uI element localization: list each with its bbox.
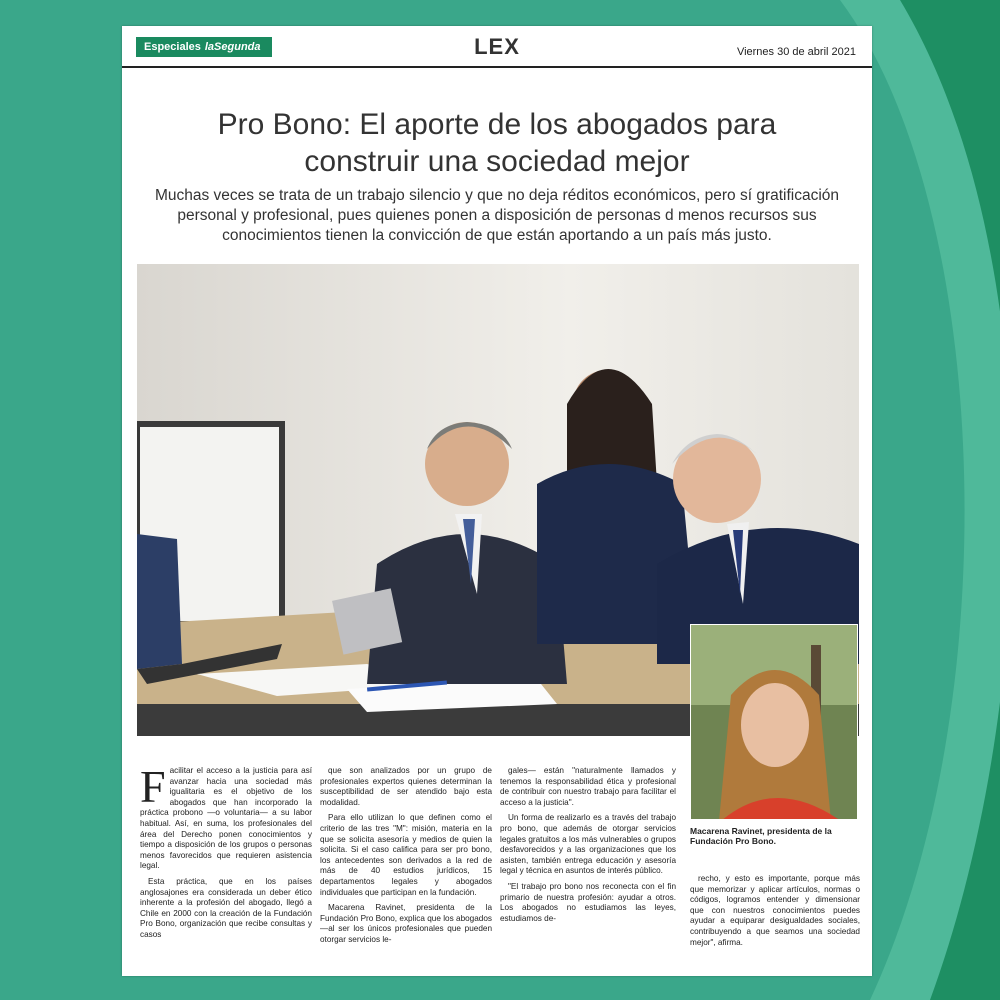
page-header	[122, 26, 872, 68]
headline-line2: construir una sociedad mejor	[304, 145, 690, 178]
headline-line1: Pro Bono: El aporte de los abogados para	[217, 108, 777, 141]
dropcap: F	[140, 766, 166, 812]
paragraph: Esta práctica, que en los países anglosajones era considerada un deber ético inherente a la profesión del abogado, llegó a Chile en 2000 con la creación de la Fundación Pro Bono, organización que recibe consultas y casos	[140, 876, 312, 939]
article-dek: Muchas veces se trata de un trabajo silencio y que no deja réditos económicos, pero sí gratificación personal y profesional, pues quienes ponen a disposición de personas d menos recursos sus conocimientos tienen la convicción de que están aportando a un país más justo.	[154, 187, 840, 244]
article-headline	[162, 106, 832, 180]
paragraph: Para ello utilizan lo que definen como el criterio de las tres "M": misión, materia en la que se solicita asesoría y medios de quien la solicita. Si el caso califica para ser pro bono, los antecedentes son derivados a la red de más de 40 estudios jurídicos, 15 departamentos legales y abogados individuales que participan en la fundación.	[320, 813, 492, 897]
paragraph: Macarena Ravinet, presidenta de la Fundación Pro Bono, explica que los abogados —al ser los únicos profesionales que pueden otorgar servicios le-	[320, 903, 492, 944]
section-tag-part1: Especiales	[144, 41, 201, 53]
paragraph-text: acilitar el acceso a la justicia para así avanzar hacia una sociedad más igualitaria es el objetivo de los abogados que han incorporado la práctica probono —o voluntaria— a su labor habitual. Así, en suma, los profesionales del área del Derecho ponen conocimientos y tiempo a disposición de los grupos o personas menos favorecidos que requieren asistencia legal.	[140, 766, 312, 871]
article-column-4	[690, 874, 860, 976]
article-column-1	[140, 766, 312, 976]
paragraph: Un forma de realizarlo es a través del trabajo pro bono, que además de otorgar servicios legales gratuitos a los más vulnerables o grupos desfavorecidos y a las organizaciones que los asisten, también entrega educación y asesoría legal y técnica en asuntos de interés público.	[500, 813, 676, 876]
article-column-3	[500, 766, 676, 976]
inset-portrait	[690, 624, 858, 820]
paragraph: recho, y esto es importante, porque más que memorizar y aplicar artículos, normas o códigos, logramos entender y dimensionar que con nuestros conocimientos puedes ayudar a equiparar desigualdades sociales, contribuyendo a que seamos una sociedad mejor", afirma.	[690, 874, 860, 947]
article-column-2	[320, 766, 492, 976]
portrait-illustration	[691, 625, 858, 820]
paragraph	[140, 766, 312, 872]
section-tag-part2: laSegunda	[204, 41, 261, 53]
inset-caption: Macarena Ravinet, presidenta de la Fundación Pro Bono.	[690, 826, 832, 846]
newspaper-page	[122, 26, 872, 976]
paragraph: "El trabajo pro bono nos reconecta con el fin primario de nuestra profesión: ayudar a otros. Los abogados no estudiamos las leyes, estudiamos de-	[500, 881, 676, 923]
paragraph: que son analizados por un grupo de profesionales expertos quienes determinan la susceptibilidad de ser atendido bajo esta modalidad.	[320, 766, 492, 807]
section-name: LEX	[474, 34, 520, 59]
paragraph: gales— están "naturalmente llamados y tenemos la responsabilidad ética y profesional de contribuir con nuestro trabajo para facilitar el acceso a la justicia".	[500, 766, 676, 807]
issue-date: Viernes 30 de abril 2021	[736, 46, 856, 58]
